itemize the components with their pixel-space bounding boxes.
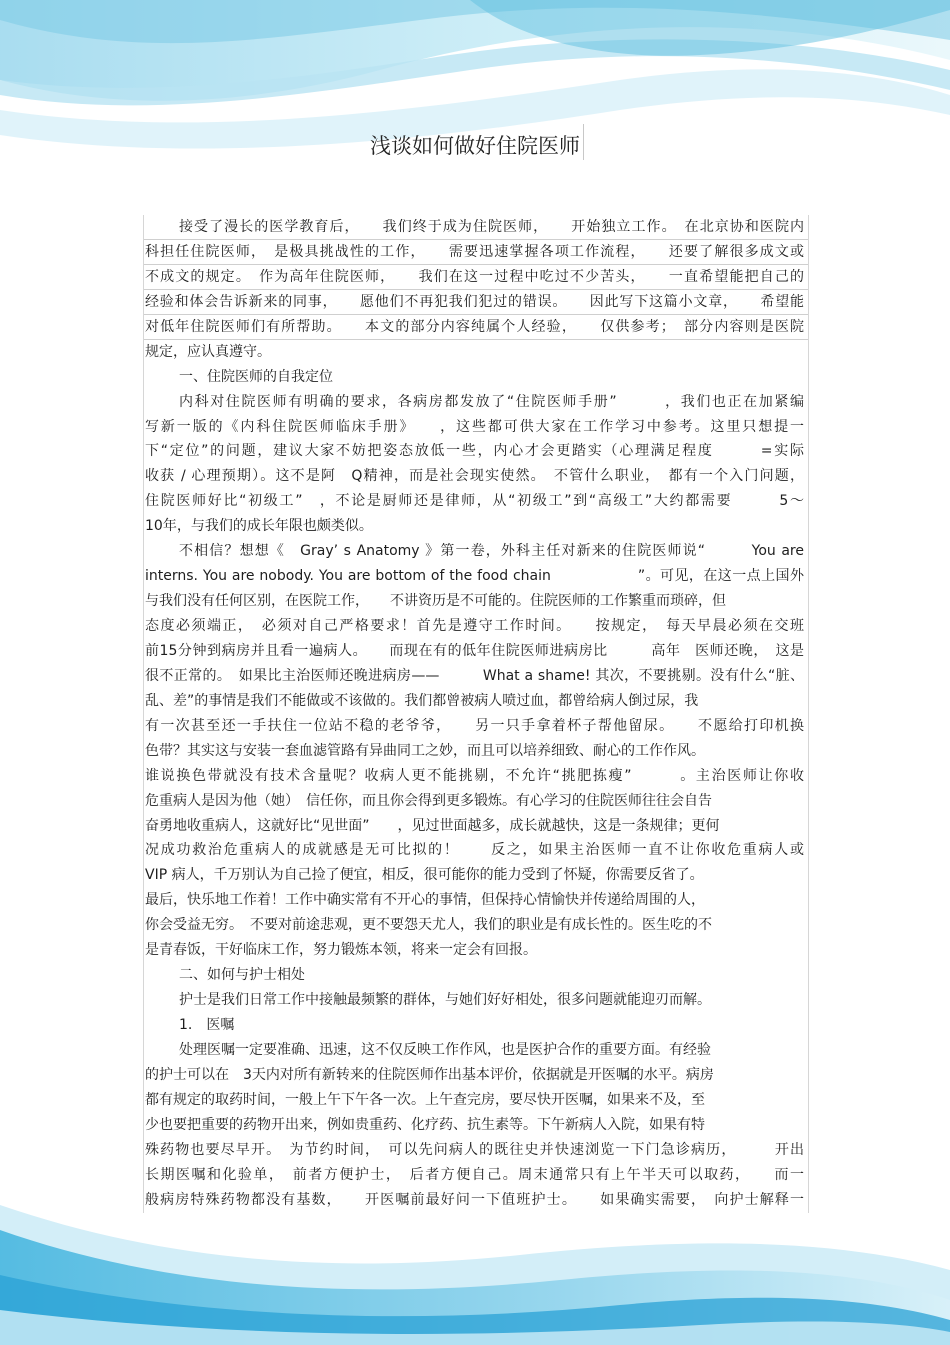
text-line: 都有规定的取药时间，一般上午下午各一次。上午查完房，要尽快开医嘱，如果来不及，至 (145, 1091, 705, 1108)
text-line: 接受了漫长的医学教育后， 我们终于成为住院医师， 开始独立工作。 在北京协和医院内 (144, 215, 808, 240)
text-line: 殊药物也要尽早开。 为节约时间， 可以先问病人的既往史并快速浏览一下门急诊病历， 开出 (145, 1141, 804, 1158)
text-line: 住院医师好比“初级工” ，不论是厨师还是律师，从“初级工”到“高级工”大约都需要 5～ (145, 493, 804, 510)
text-line: 的护士可以在 3天内对所有新转来的住院医师作出基本评价，依据就是开医嘱的水平。病房 (145, 1066, 714, 1083)
text-line: 下“定位”的问题，建议大家不妨把姿态放低一些，内心才会更踏实（心理满足程度 =实际 (145, 443, 804, 460)
text-line: 色带？其实这与安装一套血滤管路有异曲同工之妙，而且可以培养细致、耐心的工作作风。 (145, 742, 705, 759)
document-title: 浅谈如何做好住院医师 (370, 134, 580, 158)
text-line: 经验和体会告诉新来的同事， 愿他们不再犯我们犯过的错误。 因此写下这篇小文章， 希望能 (144, 290, 808, 315)
text-line: 收获 / 心理预期）。这不是阿 Q精神，而是社会现实使然。 不管什么职业， 都有一个入门问题， (145, 468, 804, 485)
text-line: 科担任住院医师， 是极具挑战性的工作， 需要迅速掌握各项工作流程， 还要了解很多成文或 (144, 240, 808, 265)
text-line: 长期医嘱和化验单， 前者方便护士， 后者方便自己。周末通常只有上午半天可以取药， 而一 (145, 1166, 804, 1183)
document-body (143, 215, 809, 1213)
text-line: 不相信？想想《 Gray’ s Anatomy 》第一卷，外科主任对新来的住院医师说“ You are (179, 543, 804, 560)
text-line: 奋勇地收重病人，这就好比“见世面” ，见过世面越多，成长就越快，这是一条规律；更何 (145, 817, 720, 834)
text-line: 危重病人是因为他（她） 信任你，而且你会得到更多锻炼。有心学习的住院医师往往会自告 (145, 792, 712, 809)
text-line: 最后，快乐地工作着！工作中确实常有不开心的事情，但保持心情愉快并传递给周围的人， (145, 892, 705, 909)
text-line: 写新一版的《内科住院医师临床手册》 ，这些都可供大家在工作学习中参考。这里只想提一 (145, 418, 804, 435)
text-line: 与我们没有任何区别，在医院工作， 不讲资历是不可能的。住院医师的工作繁重而琐碎，但 (145, 593, 726, 610)
text-line: 很不正常的。 如果比主治医师还晚进病房—— What a shame! 其次，不要挑剔。没有什么“脏、 (145, 667, 804, 684)
text-line: 规定，应认真遵守。 (145, 343, 271, 360)
text-line: VIP 病人，千万别认为自己捡了便宜，相反，很可能你的能力受到了怀疑，你需要反省了。 (145, 867, 704, 884)
text-line: 少也要把重要的药物开出来，例如贵重药、化疗药、抗生素等。下午新病人入院，如果有特 (145, 1116, 705, 1133)
section-heading: 二、如何与护士相处 (179, 967, 305, 984)
text-line: 态度必须端正， 必须对自己严格要求！首先是遵守工作时间。 按规定， 每天早晨必须在交班 (145, 618, 804, 634)
text-line: 护士是我们日常工作中接触最频繁的群体，与她们好好相处，很多问题就能迎刃而解。 (179, 992, 711, 1009)
text-line: 是青春饭，干好临床工作，努力锻炼本领，将来一定会有回报。 (145, 942, 537, 959)
text-line: 对低年住院医师们有所帮助。 本文的部分内容纯属个人经验， 仅供参考； 部分内容则是医院 (144, 315, 808, 340)
text-line: 你会受益无穷。 不要对前途悲观，更不要怨天尤人，我们的职业是有成长性的。医生吃的不 (145, 917, 712, 934)
text-line: 不成文的规定。 作为高年住院医师， 我们在这一过程中吃过不少苦头， 一直希望能把自己的 (144, 265, 808, 290)
section-heading: 一、住院医师的自我定位 (179, 368, 333, 385)
text-line: 10年，与我们的成长年限也颇类似。 (145, 518, 373, 535)
text-line: 内科对住院医师有明确的要求，各病房都发放了“住院医师手册” ，我们也正在加紧编 (179, 393, 804, 410)
text-line: 前15分钟到病房并且看一遍病人。 而现在有的低年住院医师进病房比 高年 医师还晚， 这是 (145, 642, 804, 659)
text-line: 乱、差”的事情是我们不能做或不该做的。我们都曾被病人喷过血，都曾给病人倒过尿，我 (145, 692, 699, 709)
subsection-heading: 1. 医嘱 (179, 1017, 235, 1033)
text-line: 般病房特殊药物都没有基数， 开医嘱前最好问一下值班护士。 如果确实需要， 向护士解释一 (145, 1191, 804, 1208)
text-line: 谁说换色带就没有技术含量呢？收病人更不能挑剔，不允许“挑肥拣瘦” 。主治医师让你收 (145, 767, 804, 784)
title-divider (583, 124, 584, 160)
text-line: 况成功救治危重病人的成就感是无可比拟的！ 反之，如果主治医师一直不让你收危重病人或 (145, 842, 804, 859)
text-line: interns. You are nobody. You are bottom of the food chain ”。可见，在这一点上国外 (145, 568, 804, 585)
text-line: 处理医嘱一定要准确、迅速，这不仅反映工作作风，也是医护合作的重要方面。有经验 (179, 1041, 711, 1058)
text-line: 有一次甚至还一手扶住一位站不稳的老爷爷， 另一只手拿着杯子帮他留尿。 不愿给打印机换 (145, 717, 804, 734)
